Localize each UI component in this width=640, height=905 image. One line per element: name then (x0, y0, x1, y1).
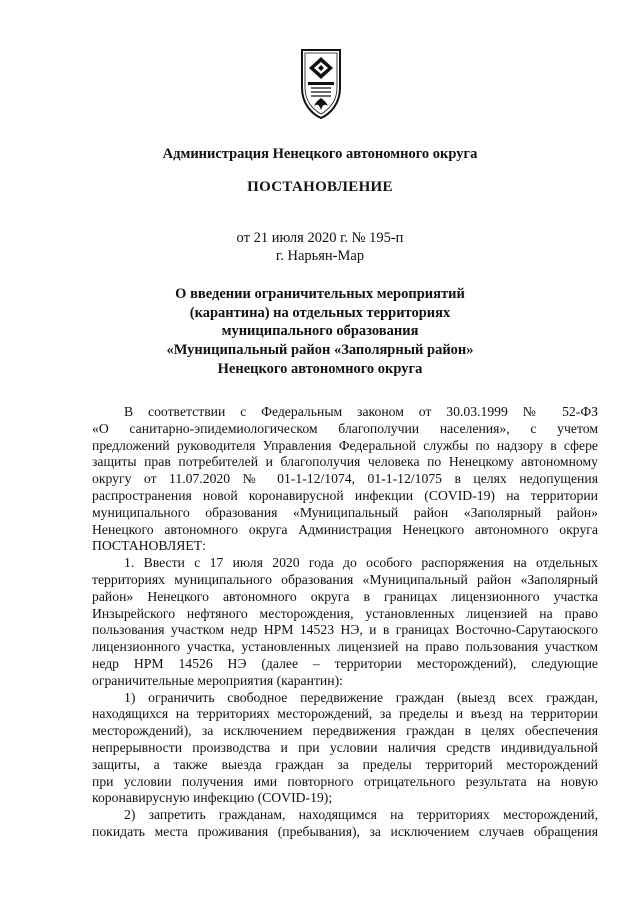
body-line: 1. Ввести с 17 июля 2020 года до особого распоряжения на отдельных (124, 555, 598, 571)
body-line: находящихся на территориях месторождений, за пределы и въезд на территории (92, 706, 598, 722)
body-line: 2) запретить гражданам, находящимся на территориях месторождений, (124, 807, 598, 823)
body-line: 1) ограничить свободное передвижение граждан (выезд всех граждан, (124, 689, 598, 705)
body-line: округу от 11.07.2020 № 01-1-12/1074, 01-1-12/1075 в целях недопущения (92, 471, 598, 487)
document-city: г. Нарьян-Мар (275, 248, 365, 264)
title-line: (карантина) на отдельных территориях (189, 304, 451, 321)
body-line: защиты, а также выезда граждан за пределы территорий месторождений (92, 756, 598, 772)
body-line: при условии получения ими повторного отрицательного результата на новую (92, 773, 598, 789)
body-line: «О санитарно-эпидемиологическом благополучии населения», с учетом (92, 420, 598, 436)
title-line: муниципального образования (221, 323, 419, 340)
body-line: недр НРМ 14526 НЭ (далее – территории месторождений), следующие (92, 655, 598, 671)
coat-of-arms-emblem (299, 48, 343, 120)
body-line: территориях муниципального образования «Муниципальный район «Заполярный (92, 571, 598, 587)
body-line: ПОСТАНОВЛЯЕТ: (92, 538, 206, 554)
body-line: защиты прав потребителей и благополучия человека по Ненецкому автономному (92, 454, 598, 470)
body-line: Инзырейского нефтяного месторождения, установленных лицензией на право (92, 605, 598, 621)
document-body (92, 404, 598, 841)
body-line: предложений руководителя Управления Федеральной службы по надзору в сфере (92, 437, 598, 453)
body-line: месторождений), за исключением передвижения граждан в целях обеспечения (92, 723, 598, 739)
body-line: коронавирусную инфекцию (COVID-19); (92, 790, 333, 806)
body-line: район» Ненецкого автономного округа в границах лицензионного участка (92, 588, 598, 604)
document-title (0, 285, 640, 378)
document-type: ПОСТАНОВЛЕНИЕ (247, 179, 393, 195)
body-line: ограничительные мероприятия (карантин): (92, 672, 343, 688)
body-line: Ненецкого автономного округа Администрация Ненецкого автономного округа (92, 521, 598, 537)
title-line: «Муниципальный район «Заполярный район» (166, 342, 474, 359)
body-line: лицензионного участка, установленных лицензией на право пользования участком (92, 639, 598, 655)
body-line: покидать места проживания (пребывания), за исключением случаев обращения (92, 823, 598, 839)
body-line: муниципального образования «Муниципальный район «Заполярный район» (92, 504, 598, 520)
body-line: распространения новой коронавирусной инфекции (COVID-19) на территории (92, 487, 598, 503)
body-line: непрерывности производства и при условии наличия средств индивидуальной (92, 739, 598, 755)
body-line: В соответствии с Федеральным законом от 30.03.1999 № 52-ФЗ (124, 404, 598, 419)
document-date-number: от 21 июля 2020 г. № 195-п (236, 230, 404, 246)
title-line: О введении ограничительных мероприятий (175, 286, 465, 302)
organization-name: Администрация Ненецкого автономного округа (162, 146, 478, 162)
body-line: пользования участком недр НРМ 14523 НЭ, и в границах Восточно-Сарутаюского (92, 622, 598, 638)
title-line: Ненецкого автономного округа (217, 360, 423, 377)
